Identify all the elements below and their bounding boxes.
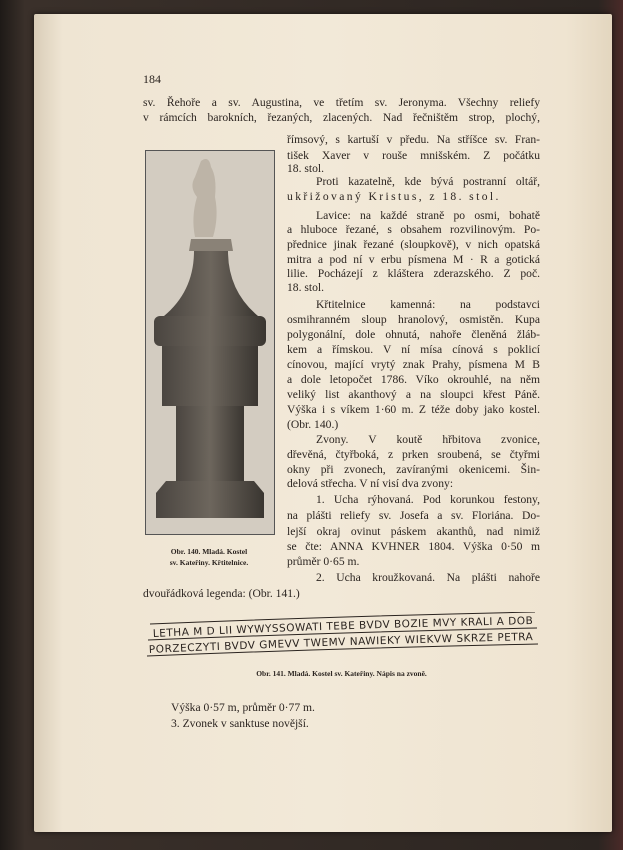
figure-140-caption bbox=[145, 546, 273, 568]
text-line: Výška i s víkem 1·60 m. Z téže doby jako kostel. bbox=[287, 403, 540, 416]
text-line: lilie. Pocházejí z kláštera zderazského. Z poč. bbox=[287, 267, 540, 280]
text-line: osmihranném sloup hranolový, osmistěn. Kupa bbox=[287, 313, 540, 326]
text-line: 2. Ucha kroužkovaná. Na plášti nahoře bbox=[316, 571, 540, 584]
text-line: dvouřádková legenda: (Obr. 141.) bbox=[143, 587, 300, 600]
text-line: kem a římskou. V ní mísa cínová s poklicí bbox=[287, 343, 540, 356]
text-line: 1. Ucha rýhovaná. Pod korunkou festony, bbox=[316, 493, 540, 506]
text-line: mitra a pod ní v erbu písmena M · R a gotická bbox=[287, 253, 540, 266]
text-line: 18. stol. bbox=[287, 281, 325, 294]
text-line: Zvony. V koutě hřbitova zvonice, bbox=[316, 433, 540, 446]
text-line: sv. Řehoře a sv. Augustina, ve třetím sv. Jeronyma. Všechny reliefy bbox=[143, 96, 540, 109]
figure-141-caption: Obr. 141. Mladá. Kostel sv. Kateřiny. Nápis na zvoně. bbox=[256, 669, 427, 678]
text-line: polygonální, dole ohnutá, nahoře členěná žláb- bbox=[287, 328, 540, 341]
text-line: dřevěná, čtyřboká, z prken sroubená, se čtyřmi bbox=[287, 448, 540, 461]
text-line: v rámcích barokních, řezaných, zlacených. Nad řečništěm strop, plochý, bbox=[143, 111, 540, 124]
figure-140-photo-baptismal-font bbox=[145, 150, 275, 535]
text-line: se čte: ANNA KVHNER 1804. Výška 0·50 m bbox=[287, 540, 540, 553]
text-line: tišek Xaver v rouše mnišském. Z počátku bbox=[287, 149, 540, 162]
inscription-line: PORZECZYTI BVDV GMEVV TWEMV NAWIEKY WIEKVW SKRZE PETRA bbox=[148, 631, 533, 656]
figure-141-bell-inscription bbox=[145, 612, 540, 662]
caption-line: Obr. 140. Mladá. Kostel bbox=[170, 547, 248, 556]
page-number: 184 bbox=[143, 72, 161, 86]
text-line: přednice jinak řezané (sloupkově), v nich opatská bbox=[287, 238, 540, 251]
text-line: delová střecha. V ní visí dva zvony: bbox=[287, 477, 454, 490]
text-line: na plášti reliefy sv. Josefa a sv. Floriána. Do- bbox=[287, 509, 540, 522]
text-line: římsový, s kartuší v předu. Na stříšce sv. Fran- bbox=[287, 133, 540, 146]
caption-line: sv. Kateřiny. Křtitelnice. bbox=[169, 558, 249, 567]
text-line: průměr 0·65 m. bbox=[287, 555, 360, 568]
text-line: a dole letopočet 1786. Víko okrouhlé, na něm bbox=[287, 373, 540, 386]
text-line: Křtitelnice kamenná: na podstavci bbox=[316, 298, 540, 311]
text-line: Proti kazatelně, kde bývá postranní oltář, bbox=[316, 175, 540, 188]
text-line: 3. Zvonek v sanktuse novější. bbox=[171, 717, 309, 730]
text-line: a hluboce řezané, s obsahem rozvilinovým. Po- bbox=[287, 223, 540, 236]
text-line: (Obr. 140.) bbox=[287, 418, 339, 431]
text-line: veliký list akanthový a na sloupci křest Páně. bbox=[287, 388, 540, 401]
inscription-line: LETHA M D LII WYWYSSOWATI TEBE BVDV BOZIE MVY KRALI A DOB bbox=[152, 615, 533, 640]
text-line: 18. stol. bbox=[287, 162, 325, 175]
text-line: Lavice: na každé straně po osmi, bohatě bbox=[316, 209, 540, 222]
svg-text:PORZECZYTI BVDV GMEVV TWEMV NA bbox=[149, 631, 534, 656]
text-line: ukřižovaný Kristus, z 18. stol. bbox=[287, 190, 501, 203]
text-line: Výška 0·57 m, průměr 0·77 m. bbox=[171, 701, 315, 714]
text-line: okny při zvonech, zavíranými okenicemi. Šin- bbox=[287, 463, 540, 476]
text-line: lejší okraj ovinut páskem akanthů, nad nimiž bbox=[287, 525, 540, 538]
text-line: cínovou, mající vrytý znak Prahy, písmena M B bbox=[287, 358, 540, 371]
